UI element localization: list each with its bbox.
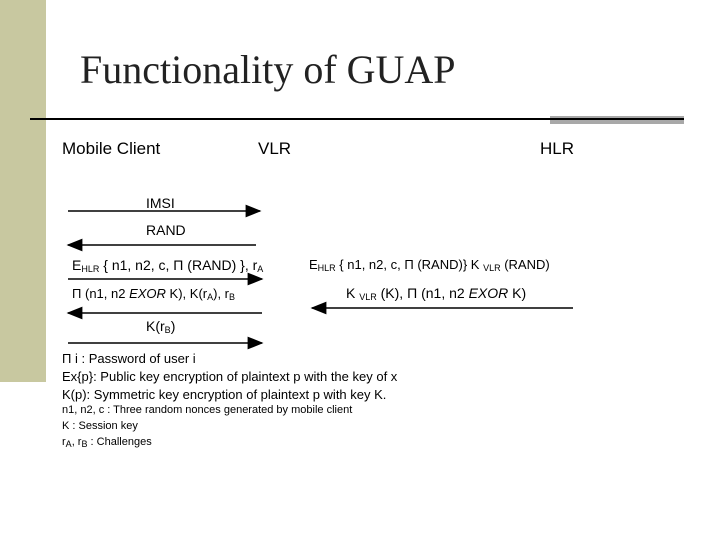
legend-line-6: $r_A$, $r_B$ : Challenges xyxy=(62,436,152,449)
entity-hlr: HLR xyxy=(540,139,575,158)
legend-line-2: Ex{p}: Public key encryption of plaintext p with the key of x xyxy=(62,369,398,384)
msg-rand: RAND xyxy=(146,222,186,238)
msg-ehlr-left: $E_{HLR}$ { n1, n2, c, Π (RAND) }, $r_A$ xyxy=(72,257,264,274)
legend-line-3: K(p): Symmetric key encryption of plaintext p with key K. xyxy=(62,387,387,402)
legend-line-1: Π i : Password of user i xyxy=(62,351,196,366)
msg-imsi: IMSI xyxy=(146,195,175,211)
msg-krb: $K(r_B)$ xyxy=(146,318,176,335)
entity-mobile-client: Mobile Client xyxy=(62,139,161,158)
entity-vlr: VLR xyxy=(258,139,292,158)
legend-line-4: n1, n2, c : Three random nonces generated by mobile client xyxy=(62,404,353,416)
msg-pi: Π (n1, n2 EXOR K), $K(r_A)$, $r_B$ xyxy=(72,286,236,302)
msg-ehlr-right: $E_{HLR}$ { n1, n2, c, Π (RAND)} K $_{VLR}$ (RAND) xyxy=(309,257,550,273)
slide-title: Functionality of GUAP xyxy=(80,47,456,92)
legend-line-5: K : Session key xyxy=(62,420,138,432)
msg-kvlr: K $_{VLR}$ (K), Π (n1, n2 EXOR K) xyxy=(346,285,527,302)
